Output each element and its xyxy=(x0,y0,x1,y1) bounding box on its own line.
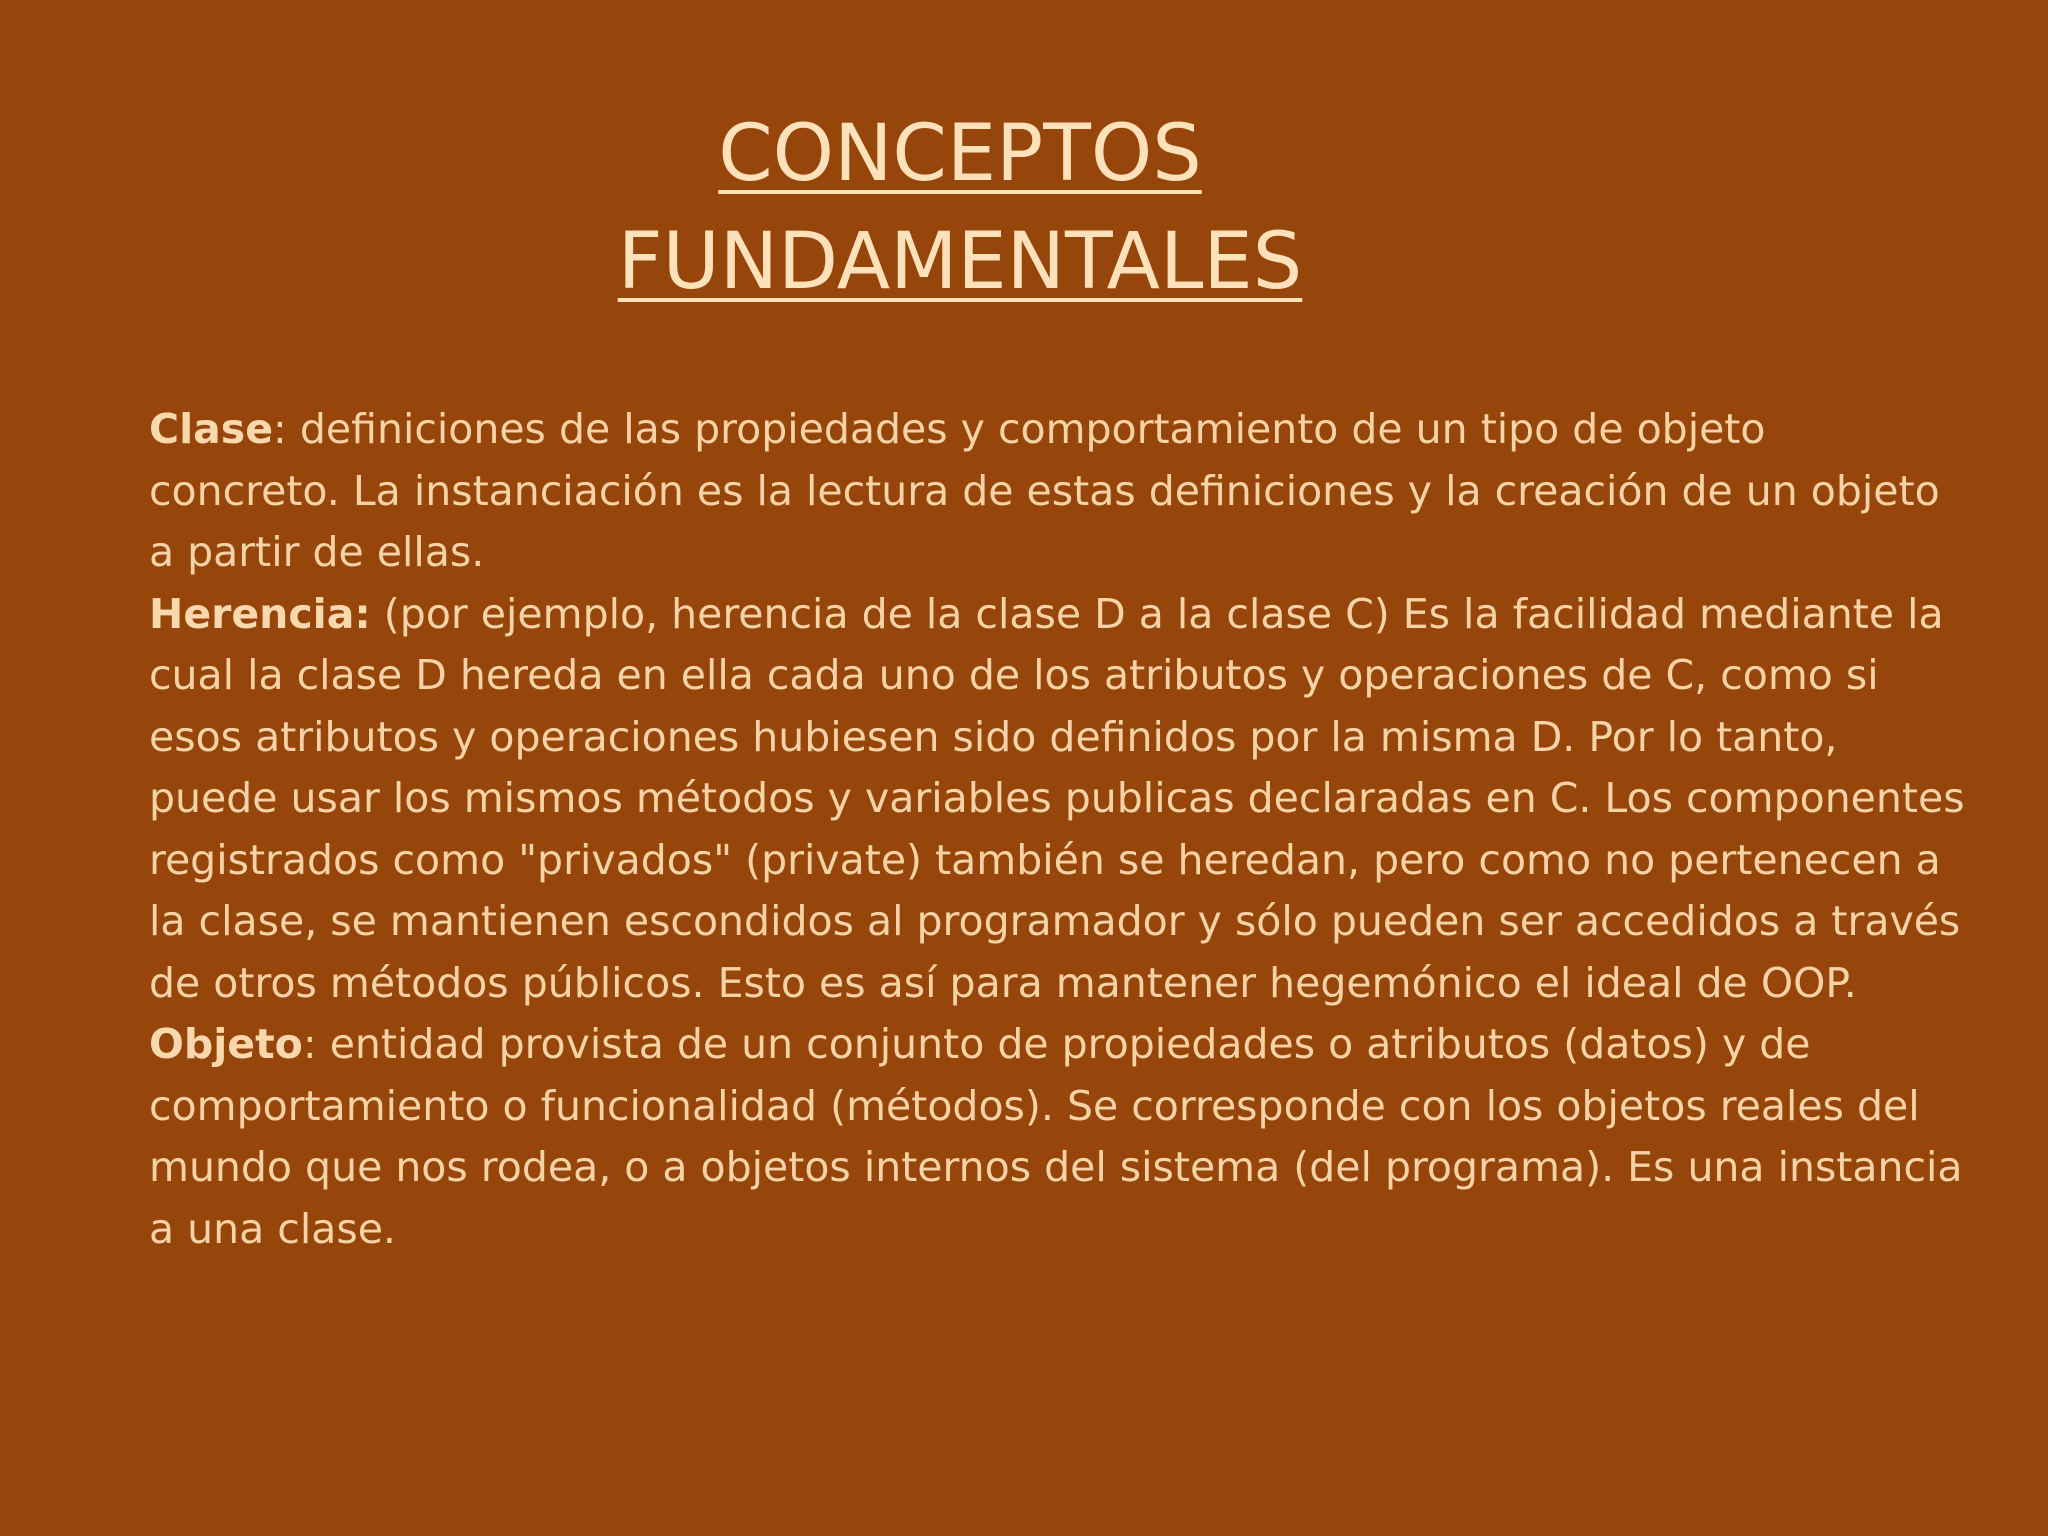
slide-body xyxy=(149,399,1969,1260)
definition-objeto xyxy=(149,1014,1969,1260)
term-herencia: Herencia: xyxy=(149,589,371,638)
definition-herencia-text: (por ejemplo, herencia de la clase D a la clase C) Es la facilidad mediante la cual la clase D hereda en ella cada uno de los atributos y operaciones de C, como si esos atributos y operaciones hubiesen sido definidos por la misma D. Por lo tanto, puede usar los mismos métodos y variables publicas declaradas en C. Los componentes registrados como "privados" (private) también se heredan, pero como no pertenecen a la clase, se mantienen escondidos al programador y sólo pueden ser accedidos a través de otros métodos públicos. Esto es así para mantener hegemónico el ideal de OOP. xyxy=(149,589,1965,1007)
term-clase: Clase xyxy=(149,405,274,453)
slide-title-line-2: FUNDAMENTALES xyxy=(617,217,1303,307)
definition-herencia xyxy=(149,584,1969,1015)
slide-title xyxy=(0,100,1920,316)
definition-objeto-text: : entidad provista de un conjunto de propiedades o atributos (datos) y de comportamiento o funcionalidad (métodos). Se corresponde con los objetos reales del mundo que nos rodea, o a objetos internos del sistema (del programa). Es una instancia a una clase. xyxy=(149,1020,1963,1253)
definition-clase-text: : definiciones de las propiedades y comportamiento de un tipo de objeto concreto. La instanciación es la lectura de estas definiciones y la creación de un objeto a partir de ellas. xyxy=(149,405,1940,576)
slide-title-line-1: CONCEPTOS xyxy=(718,109,1202,199)
term-objeto: Objeto xyxy=(149,1020,303,1068)
definition-clase xyxy=(149,399,1969,584)
